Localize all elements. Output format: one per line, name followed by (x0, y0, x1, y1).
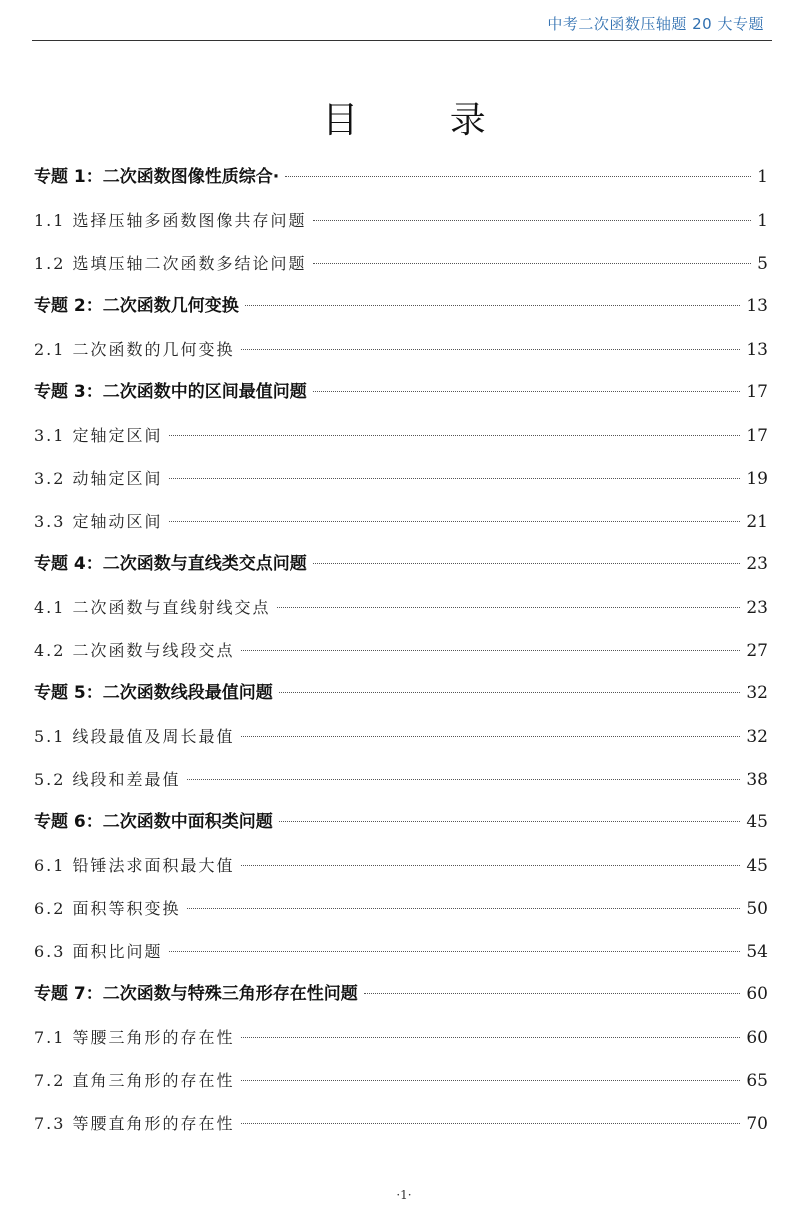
dot-leader (187, 908, 741, 909)
toc-entry-page-number: 45 (746, 812, 768, 832)
toc-entry-label: 5.1 线段最值及周长最值 (34, 727, 235, 746)
table-of-contents (34, 156, 768, 1145)
toc-entry-label: 1.2 选填压轴二次函数多结论问题 (34, 254, 307, 273)
toc-entry-page-number: 17 (746, 426, 768, 446)
toc-entry-page-number: 54 (746, 942, 768, 962)
toc-entry-page-number: 38 (746, 770, 768, 790)
toc-entry-page-number: 19 (746, 469, 768, 489)
toc-section-entry[interactable] (34, 930, 768, 973)
toc-entry-page-number: 5 (757, 254, 768, 274)
toc-chapter-entry[interactable] (34, 543, 768, 586)
dot-leader (169, 521, 741, 522)
toc-entry-page-number: 21 (746, 512, 768, 532)
toc-entry-page-number: 32 (746, 683, 768, 703)
toc-entry-label: 3.1 定轴定区间 (34, 426, 163, 445)
toc-entry-page-number: 23 (746, 598, 768, 618)
toc-entry-label: 专题 7：二次函数与特殊三角形存在性问题 (34, 984, 358, 1004)
toc-entry-page-number: 27 (746, 641, 768, 661)
dot-leader (241, 650, 741, 651)
toc-chapter-entry[interactable] (34, 801, 768, 844)
toc-entry-page-number: 17 (746, 382, 768, 402)
toc-section-entry[interactable] (34, 1016, 768, 1059)
toc-entry-page-number: 70 (746, 1114, 768, 1134)
header-title: 中考二次函数压轴题 20 大专题 (547, 15, 764, 33)
dot-leader (241, 349, 741, 350)
dot-leader (313, 263, 752, 264)
toc-entry-page-number: 50 (746, 899, 768, 919)
toc-entry-label: 3.2 动轴定区间 (34, 469, 163, 488)
dot-leader (241, 1123, 741, 1124)
toc-entry-label: 专题 4：二次函数与直线类交点问题 (34, 554, 307, 574)
toc-section-entry[interactable] (34, 328, 768, 371)
toc-chapter-entry[interactable] (34, 973, 768, 1016)
toc-entry-label: 专题 5：二次函数线段最值问题 (34, 683, 273, 703)
dot-leader (241, 1037, 741, 1038)
toc-section-entry[interactable] (34, 887, 768, 930)
toc-entry-label: 专题 1：二次函数图像性质综合· (34, 167, 280, 187)
toc-entry-label: 专题 2：二次函数几何变换 (34, 296, 239, 316)
toc-section-entry[interactable] (34, 199, 768, 242)
toc-section-entry[interactable] (34, 1102, 768, 1145)
toc-entry-label: 7.1 等腰三角形的存在性 (34, 1028, 235, 1047)
toc-entry-page-number: 45 (746, 856, 768, 876)
toc-entry-label: 专题 6：二次函数中面积类问题 (34, 812, 273, 832)
toc-section-entry[interactable] (34, 1059, 768, 1102)
toc-section-entry[interactable] (34, 758, 768, 801)
dot-leader (279, 821, 741, 822)
toc-entry-page-number: 1 (757, 167, 768, 187)
toc-section-entry[interactable] (34, 844, 768, 887)
toc-section-entry[interactable] (34, 242, 768, 285)
dot-leader (245, 305, 741, 306)
page-title: 目 录 (322, 100, 526, 141)
dot-leader (313, 563, 741, 564)
toc-entry-page-number: 65 (746, 1071, 768, 1091)
toc-entry-label: 4.2 二次函数与线段交点 (34, 641, 235, 660)
toc-entry-label: 2.1 二次函数的几何变换 (34, 340, 235, 359)
toc-entry-page-number: 13 (746, 296, 768, 316)
toc-entry-label: 3.3 定轴动区间 (34, 512, 163, 531)
toc-section-entry[interactable] (34, 586, 768, 629)
toc-entry-page-number: 1 (757, 211, 768, 231)
toc-chapter-entry[interactable] (34, 285, 768, 328)
dot-leader (313, 220, 752, 221)
toc-chapter-entry[interactable] (34, 156, 768, 199)
dot-leader (364, 993, 741, 994)
toc-entry-label: 1.1 选择压轴多函数图像共存问题 (34, 211, 307, 230)
toc-chapter-entry[interactable] (34, 371, 768, 414)
dot-leader (169, 951, 741, 952)
toc-chapter-entry[interactable] (34, 672, 768, 715)
toc-entry-label: 6.1 铅锤法求面积最大值 (34, 856, 235, 875)
dot-leader (241, 736, 741, 737)
toc-entry-page-number: 60 (746, 984, 768, 1004)
toc-entry-page-number: 32 (746, 727, 768, 747)
dot-leader (187, 779, 741, 780)
page-number: ·1· (396, 1188, 412, 1202)
toc-entry-page-number: 60 (746, 1028, 768, 1048)
toc-entry-page-number: 13 (746, 340, 768, 360)
page-header (32, 0, 772, 41)
toc-entry-label: 7.2 直角三角形的存在性 (34, 1071, 235, 1090)
dot-leader (169, 435, 741, 436)
toc-entry-label: 专题 3：二次函数中的区间最值问题 (34, 382, 307, 402)
toc-entry-label: 4.1 二次函数与直线射线交点 (34, 598, 271, 617)
toc-section-entry[interactable] (34, 629, 768, 672)
dot-leader (279, 692, 741, 693)
dot-leader (285, 176, 751, 177)
toc-entry-label: 6.3 面积比问题 (34, 942, 163, 961)
toc-section-entry[interactable] (34, 414, 768, 457)
toc-entry-label: 5.2 线段和差最值 (34, 770, 181, 789)
dot-leader (277, 607, 741, 608)
toc-entry-label: 6.2 面积等积变换 (34, 899, 181, 918)
toc-section-entry[interactable] (34, 457, 768, 500)
dot-leader (241, 1080, 741, 1081)
toc-entry-page-number: 23 (746, 554, 768, 574)
toc-entry-label: 7.3 等腰直角形的存在性 (34, 1114, 235, 1133)
dot-leader (313, 391, 741, 392)
toc-section-entry[interactable] (34, 715, 768, 758)
toc-section-entry[interactable] (34, 500, 768, 543)
dot-leader (241, 865, 741, 866)
dot-leader (169, 478, 741, 479)
